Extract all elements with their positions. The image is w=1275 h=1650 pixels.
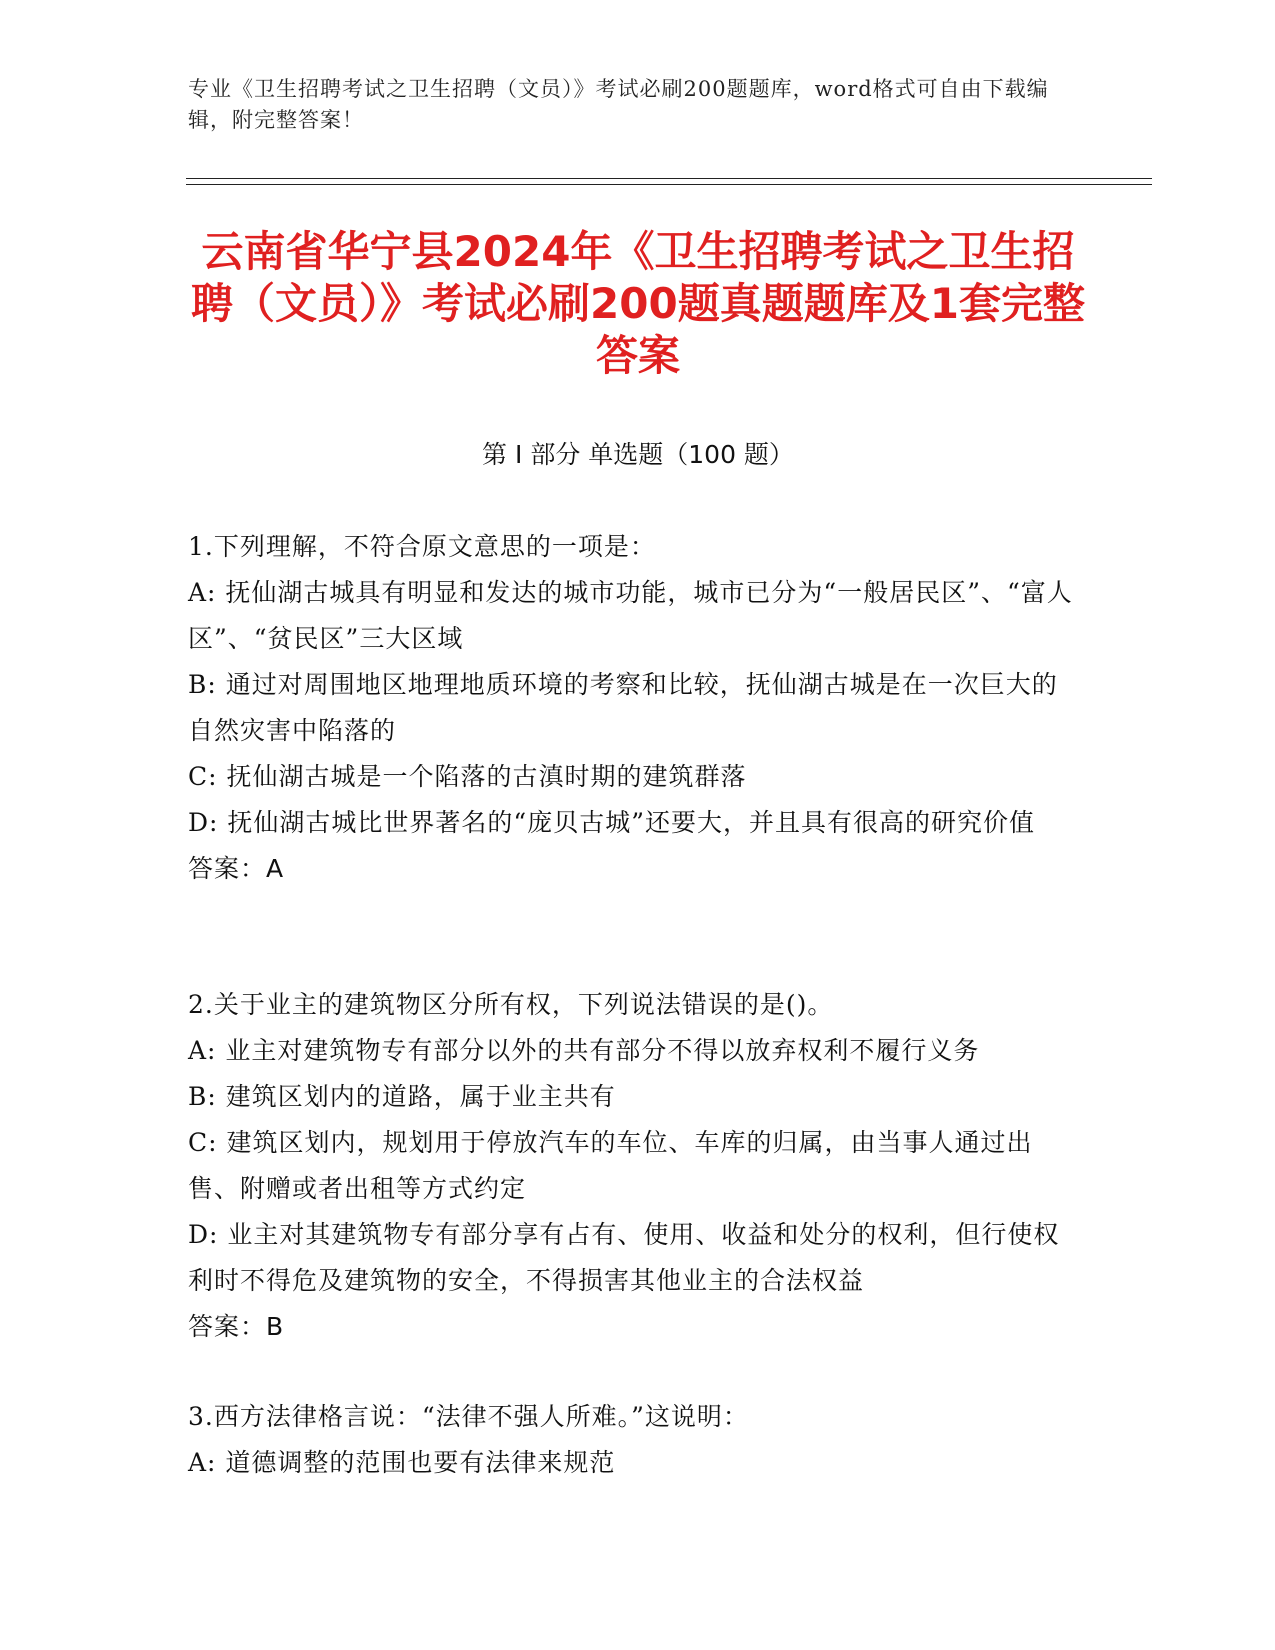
document-title: 云南省华宁县2024年《卫生招聘考试之卫生招聘（文员）》考试必刷200题真题题库及1套完整答案 [191,227,1085,380]
option-c: C: 建筑区划内，规划用于停放汽车的车位、车库的归属，由当事人通过出售、附赠或者出租等方式约定 [188,1128,1033,1203]
option-d: D: 业主对其建筑物专有部分享有占有、使用、收益和处分的权利，但行使权利时不得危及建筑物的安全，不得损害其他业主的合法权益 [188,1220,1060,1295]
question-2 [188,982,1078,1350]
option-a: A: 道德调整的范围也要有法律来规范 [188,1448,616,1477]
question-stem: 3.西方法律格言说：“法律不强人所难。”这说明： [188,1402,749,1431]
option-c: C: 抚仙湖古城是一个陷落的古滇时期的建筑群落 [188,762,747,791]
option-a: A: 业主对建筑物专有部分以外的共有部分不得以放弃权利不履行义务 [188,1036,980,1065]
question-stem: 2.关于业主的建筑物区分所有权，下列说法错误的是()。 [188,990,834,1019]
question-stem: 1.下列理解，不符合原文意思的一项是： [188,532,656,561]
answer: 答案：B [188,1312,285,1341]
option-b: B: 建筑区划内的道路，属于业主共有 [188,1082,616,1111]
question-1 [188,524,1078,892]
question-3 [188,1394,1078,1486]
section-title: 第 I 部分 单选题（100 题） [482,440,794,469]
header-divider-bottom [186,184,1152,185]
header-note: 专业《卫生招聘考试之卫生招聘（文员）》考试必刷200题题库，word格式可自由下载编辑，附完整答案！ [188,77,1049,132]
option-a: A: 抚仙湖古城具有明显和发达的城市功能，城市已分为“一般居民区”、“富人区”、“贫民区”三大区域 [188,578,1073,653]
header-divider-top [186,178,1152,179]
answer: 答案：A [188,854,285,883]
option-d: D: 抚仙湖古城比世界著名的“庞贝古城”还要大，并且具有很高的研究价值 [188,808,1035,837]
option-b: B: 通过对周围地区地理地质环境的考察和比较，抚仙湖古城是在一次巨大的自然灾害中陷落的 [188,670,1058,745]
